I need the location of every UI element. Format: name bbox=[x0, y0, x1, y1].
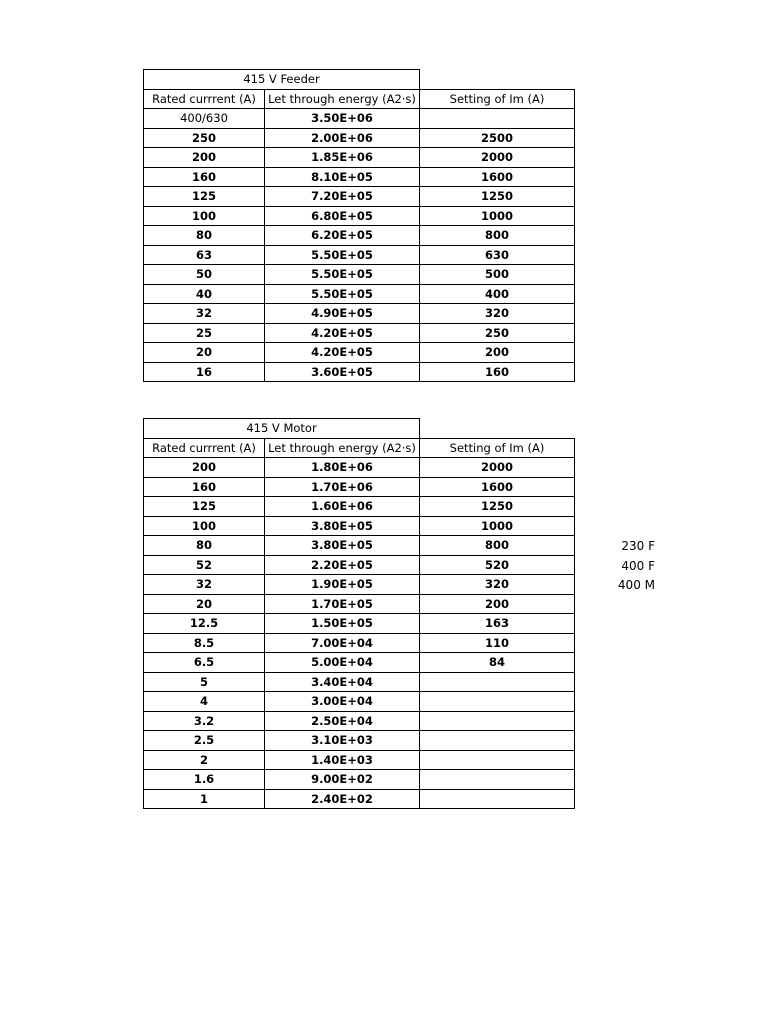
let-through-energy-cell: 9.00E+02 bbox=[265, 770, 420, 790]
feeder-header-rated-current: Rated currrent (A) bbox=[144, 89, 265, 109]
motor-table-row bbox=[144, 633, 575, 653]
motor-table-row bbox=[144, 516, 575, 536]
setting-im-cell: 1000 bbox=[420, 516, 575, 536]
side-note: 400 M bbox=[617, 578, 655, 592]
rated-current-cell: 100 bbox=[144, 516, 265, 536]
setting-im-cell: 1000 bbox=[420, 206, 575, 226]
setting-im-cell: 2000 bbox=[420, 458, 575, 478]
rated-current-cell: 80 bbox=[144, 226, 265, 246]
setting-im-cell: 800 bbox=[420, 226, 575, 246]
rated-current-cell: 2.5 bbox=[144, 731, 265, 751]
let-through-energy-cell: 3.50E+06 bbox=[265, 109, 420, 129]
setting-im-cell: 800 bbox=[420, 536, 575, 556]
rated-current-cell: 25 bbox=[144, 323, 265, 343]
motor-header-setting-im: Setting of Im (A) bbox=[420, 438, 575, 458]
let-through-energy-cell: 1.40E+03 bbox=[265, 750, 420, 770]
rated-current-cell: 50 bbox=[144, 265, 265, 285]
setting-im-cell: 2000 bbox=[420, 148, 575, 168]
rated-current-cell: 3.2 bbox=[144, 711, 265, 731]
let-through-energy-cell: 5.50E+05 bbox=[265, 284, 420, 304]
motor-title-spacer bbox=[420, 419, 575, 439]
let-through-energy-cell: 7.00E+04 bbox=[265, 633, 420, 653]
let-through-energy-cell: 3.00E+04 bbox=[265, 692, 420, 712]
feeder-header-let-through-energy: Let through energy (A2·s) bbox=[265, 89, 420, 109]
motor-table-row bbox=[144, 711, 575, 731]
rated-current-cell: 20 bbox=[144, 343, 265, 363]
rated-current-cell: 125 bbox=[144, 497, 265, 517]
feeder-header-setting-im: Setting of Im (A) bbox=[420, 89, 575, 109]
setting-im-cell: 2500 bbox=[420, 128, 575, 148]
let-through-energy-cell: 2.00E+06 bbox=[265, 128, 420, 148]
motor-table-row bbox=[144, 789, 575, 809]
rated-current-cell: 16 bbox=[144, 362, 265, 382]
feeder-title-row bbox=[144, 70, 575, 90]
motor-header-rated-current: Rated currrent (A) bbox=[144, 438, 265, 458]
feeder-table-row bbox=[144, 167, 575, 187]
feeder-table-row bbox=[144, 226, 575, 246]
let-through-energy-cell: 5.00E+04 bbox=[265, 653, 420, 673]
setting-im-cell: 1250 bbox=[420, 187, 575, 207]
let-through-energy-cell: 1.60E+06 bbox=[265, 497, 420, 517]
motor-table-row bbox=[144, 731, 575, 751]
rated-current-cell: 32 bbox=[144, 575, 265, 595]
setting-im-cell: 200 bbox=[420, 343, 575, 363]
setting-im-cell: 110 bbox=[420, 633, 575, 653]
let-through-energy-cell: 3.40E+04 bbox=[265, 672, 420, 692]
setting-im-cell: 520 bbox=[420, 555, 575, 575]
setting-im-cell: 250 bbox=[420, 323, 575, 343]
motor-table-row bbox=[144, 536, 575, 556]
motor-table-row bbox=[144, 770, 575, 790]
let-through-energy-cell: 2.50E+04 bbox=[265, 711, 420, 731]
setting-im-cell: 1600 bbox=[420, 477, 575, 497]
let-through-energy-cell: 5.50E+05 bbox=[265, 265, 420, 285]
motor-title-row bbox=[144, 419, 575, 439]
setting-im-cell bbox=[420, 711, 575, 731]
motor-table-title: 415 V Motor bbox=[144, 419, 420, 439]
setting-im-cell: 400 bbox=[420, 284, 575, 304]
let-through-energy-cell: 1.90E+05 bbox=[265, 575, 420, 595]
rated-current-cell: 100 bbox=[144, 206, 265, 226]
setting-im-cell bbox=[420, 770, 575, 790]
feeder-table-row bbox=[144, 206, 575, 226]
rated-current-cell: 1 bbox=[144, 789, 265, 809]
rated-current-cell: 5 bbox=[144, 672, 265, 692]
motor-header-let-through-energy: Let through energy (A2·s) bbox=[265, 438, 420, 458]
let-through-energy-cell: 2.40E+02 bbox=[265, 789, 420, 809]
rated-current-cell: 63 bbox=[144, 245, 265, 265]
setting-im-cell bbox=[420, 731, 575, 751]
rated-current-cell: 400/630 bbox=[144, 109, 265, 129]
side-notes bbox=[600, 537, 670, 596]
motor-table-row bbox=[144, 477, 575, 497]
rated-current-cell: 2 bbox=[144, 750, 265, 770]
setting-im-cell: 320 bbox=[420, 575, 575, 595]
let-through-energy-cell: 6.20E+05 bbox=[265, 226, 420, 246]
motor-table-row bbox=[144, 750, 575, 770]
let-through-energy-cell: 1.85E+06 bbox=[265, 148, 420, 168]
let-through-energy-cell: 1.50E+05 bbox=[265, 614, 420, 634]
let-through-energy-cell: 1.70E+05 bbox=[265, 594, 420, 614]
rated-current-cell: 80 bbox=[144, 536, 265, 556]
rated-current-cell: 52 bbox=[144, 555, 265, 575]
rated-current-cell: 20 bbox=[144, 594, 265, 614]
rated-current-cell: 6.5 bbox=[144, 653, 265, 673]
setting-im-cell bbox=[420, 672, 575, 692]
rated-current-cell: 160 bbox=[144, 477, 265, 497]
let-through-energy-cell: 4.20E+05 bbox=[265, 343, 420, 363]
let-through-energy-cell: 5.50E+05 bbox=[265, 245, 420, 265]
feeder-title-spacer bbox=[420, 70, 575, 90]
let-through-energy-cell: 1.70E+06 bbox=[265, 477, 420, 497]
feeder-table-row bbox=[144, 323, 575, 343]
motor-table-row bbox=[144, 672, 575, 692]
rated-current-cell: 12.5 bbox=[144, 614, 265, 634]
setting-im-cell: 200 bbox=[420, 594, 575, 614]
let-through-energy-cell: 6.80E+05 bbox=[265, 206, 420, 226]
let-through-energy-cell: 2.20E+05 bbox=[265, 555, 420, 575]
feeder-table-row bbox=[144, 343, 575, 363]
setting-im-cell: 163 bbox=[420, 614, 575, 634]
rated-current-cell: 200 bbox=[144, 148, 265, 168]
motor-table-row bbox=[144, 692, 575, 712]
rated-current-cell: 1.6 bbox=[144, 770, 265, 790]
rated-current-cell: 160 bbox=[144, 167, 265, 187]
feeder-table-row bbox=[144, 265, 575, 285]
motor-table-row bbox=[144, 614, 575, 634]
setting-im-cell: 160 bbox=[420, 362, 575, 382]
motor-table-row bbox=[144, 458, 575, 478]
setting-im-cell bbox=[420, 109, 575, 129]
feeder-table-row bbox=[144, 128, 575, 148]
feeder-header-row bbox=[144, 89, 575, 109]
feeder-table-row bbox=[144, 187, 575, 207]
setting-im-cell bbox=[420, 692, 575, 712]
rated-current-cell: 40 bbox=[144, 284, 265, 304]
rated-current-cell: 8.5 bbox=[144, 633, 265, 653]
let-through-energy-cell: 1.80E+06 bbox=[265, 458, 420, 478]
rated-current-cell: 250 bbox=[144, 128, 265, 148]
setting-im-cell: 500 bbox=[420, 265, 575, 285]
setting-im-cell: 84 bbox=[420, 653, 575, 673]
feeder-table-row bbox=[144, 245, 575, 265]
motor-table-row bbox=[144, 575, 575, 595]
feeder-table-row bbox=[144, 109, 575, 129]
feeder-table-row bbox=[144, 304, 575, 324]
let-through-energy-cell: 8.10E+05 bbox=[265, 167, 420, 187]
let-through-energy-cell: 4.20E+05 bbox=[265, 323, 420, 343]
setting-im-cell: 320 bbox=[420, 304, 575, 324]
setting-im-cell bbox=[420, 750, 575, 770]
side-note: 400 F bbox=[621, 558, 655, 573]
setting-im-cell: 630 bbox=[420, 245, 575, 265]
feeder-table bbox=[143, 69, 575, 382]
motor-table bbox=[143, 418, 575, 809]
motor-table-row bbox=[144, 497, 575, 517]
side-note: 230 F bbox=[621, 539, 655, 553]
rated-current-cell: 200 bbox=[144, 458, 265, 478]
motor-table-row bbox=[144, 594, 575, 614]
let-through-energy-cell: 3.10E+03 bbox=[265, 731, 420, 751]
feeder-table-row bbox=[144, 148, 575, 168]
feeder-table-row bbox=[144, 362, 575, 382]
let-through-energy-cell: 3.60E+05 bbox=[265, 362, 420, 382]
let-through-energy-cell: 7.20E+05 bbox=[265, 187, 420, 207]
setting-im-cell: 1250 bbox=[420, 497, 575, 517]
motor-table-row bbox=[144, 653, 575, 673]
rated-current-cell: 4 bbox=[144, 692, 265, 712]
let-through-energy-cell: 4.90E+05 bbox=[265, 304, 420, 324]
feeder-table-title: 415 V Feeder bbox=[144, 70, 420, 90]
motor-header-row bbox=[144, 438, 575, 458]
let-through-energy-cell: 3.80E+05 bbox=[265, 536, 420, 556]
setting-im-cell bbox=[420, 789, 575, 809]
motor-table-row bbox=[144, 555, 575, 575]
setting-im-cell: 1600 bbox=[420, 167, 575, 187]
feeder-table-row bbox=[144, 284, 575, 304]
let-through-energy-cell: 3.80E+05 bbox=[265, 516, 420, 536]
rated-current-cell: 32 bbox=[144, 304, 265, 324]
rated-current-cell: 125 bbox=[144, 187, 265, 207]
